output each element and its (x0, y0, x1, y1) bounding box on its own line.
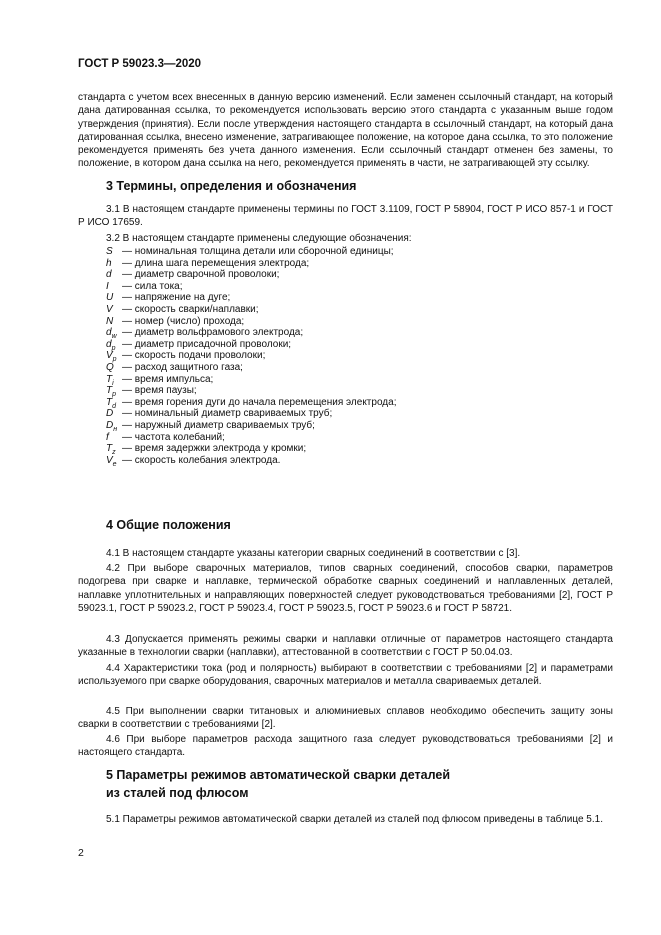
symbol-description: — время импульса; (122, 373, 214, 385)
symbol-item (106, 304, 396, 316)
symbol-item (106, 316, 396, 328)
paragraph-4-5: 4.5 При выполнении сварки титановых и алюминиевых сплавов необходимо обеспечить защиту зоны сварки в соответствии с требованиями [2]. (78, 706, 613, 731)
section-5-heading-line2: из сталей под флюсом (106, 786, 249, 800)
symbol-item (106, 327, 396, 339)
symbol-item (106, 374, 396, 386)
symbol: I (106, 280, 109, 292)
paragraph-3-2: 3.2 В настоящем стандарте применены следующие обозначения: (106, 233, 412, 244)
symbol: $T_z$ (106, 443, 116, 457)
symbol-description: — скорость колебания электрода. (122, 454, 281, 466)
symbol-description: — длина шага перемещения электрода; (122, 257, 310, 269)
symbol-description: — скорость сварки/наплавки; (122, 303, 259, 315)
paragraph-3-1: 3.1 В настоящем стандарте применены термины по ГОСТ 3.1109, ГОСТ Р 58904, ГОСТ Р ИСО 857-1 и ГОСТ Р ИСО 17659. (78, 204, 613, 229)
symbol-description: — диаметр сварочной проволоки; (122, 269, 280, 281)
symbol-item (106, 269, 396, 281)
symbol-item (106, 408, 396, 420)
symbol: $V_p$ (106, 350, 117, 364)
symbol: $D_н$ (106, 419, 118, 433)
symbol: D (106, 408, 114, 420)
document-header: ГОСТ Р 59023.3—2020 (78, 58, 202, 70)
symbol-description: — диаметр вольфрамового электрода; (122, 327, 304, 339)
symbol: h (106, 257, 112, 269)
symbol: $T_i$ (106, 373, 114, 387)
symbol-description: — номер (число) прохода; (122, 315, 245, 327)
symbol: f (106, 431, 109, 443)
paragraph-5-1: 5.1 Параметры режимов автоматической сварки деталей из сталей под флюсом приведены в таблице 5.1. (106, 814, 603, 825)
symbol-item (106, 281, 396, 293)
section-3-heading: 3 Термины, определения и обозначения (106, 179, 357, 193)
symbol: N (106, 315, 114, 327)
paragraph-4-6: 4.6 При выборе параметров расхода защитного газа следует руководствоваться требованиями [2] и настоящего стандарта. (78, 734, 613, 759)
paragraph-4-4: 4.4 Характеристики тока (род и полярность) выбирают в соответствии с требованиями [2] и параметрами используемого при сварке оборудования, сварочных материалов и металла свариваемых деталей. (78, 663, 613, 688)
symbol-description: — время задержки электрода у кромки; (122, 443, 307, 455)
symbol-description: — время паузы; (122, 385, 197, 397)
symbol-item (106, 385, 396, 397)
paragraph-4-2: 4.2 При выборе сварочных материалов, типов сварных соединений, способов сварки, параметров подогрева при сварке и наплавке, термической обработке сварных соединений и наплавленных деталей, наплавке уплотнительных и направляющих поверхностей следует руководствоваться требованиями [2], ГОСТ Р 59023.1, ГОСТ Р 59023.2, ГОСТ Р 59023.4, ГОСТ Р 59023.5, ГОСТ Р 59023.6 и ГОСТ Р 58721. (78, 563, 613, 614)
symbol-description: — время горения дуги до начала перемещения электрода; (122, 396, 397, 408)
symbol-description: — частота колебаний; (122, 431, 225, 443)
symbol: $d_p$ (106, 338, 116, 352)
symbol-item (106, 455, 396, 467)
symbol-description: — номинальная толщина детали или сборочной единицы; (122, 246, 394, 257)
symbol: $V_e$ (106, 454, 117, 468)
symbol-description: — расход защитного газа; (122, 361, 243, 373)
paragraph-4-1: 4.1 В настоящем стандарте указаны категории сварных соединений в соответствии с [3]. (106, 548, 521, 559)
symbol-description: — наружный диаметр свариваемых труб; (122, 419, 315, 431)
symbol-item (106, 443, 396, 455)
symbol-item (106, 339, 396, 351)
symbol: $d_w$ (106, 327, 117, 341)
symbol: V (106, 303, 113, 315)
symbol-item (106, 292, 396, 304)
symbol-item (106, 432, 396, 444)
symbol-description: — диаметр присадочной проволоки; (122, 338, 292, 350)
symbol-item (106, 362, 396, 374)
symbol-item (106, 397, 396, 409)
symbol-description: — скорость подачи проволоки; (122, 350, 266, 362)
symbol: U (106, 292, 114, 304)
symbol: $T_p$ (106, 385, 117, 399)
paragraph-4-3: 4.3 Допускается применять режимы сварки и наплавки отличные от параметров настоящего стандарта указанные в технологии сварки (наплавки), аттестованной в соответствии с ГОСТ Р 50.04.03. (78, 634, 613, 659)
symbols-list (106, 246, 396, 466)
symbol: $T_d$ (106, 396, 117, 410)
intro-paragraph: стандарта с учетом всех внесенных в данную версию изменений. Если заменен ссылочный стандарт, на который дана датированная ссылка, то рекомендуется использовать версию этого стандарта с указанным выше годом утверждения (принятия). Если после утверждения настоящего стандарта в ссылочный стандарт, на который дана датированная ссылка, внесено изменение, затрагивающее положение, на которое дана ссылка, то это положение рекомендуется применять без учета данного изменения. Если ссылочный стандарт отменен без замены, то положение, в котором дана ссылка на него, рекомендуется применять в части, не затрагивающей эту ссылку. (78, 92, 613, 170)
symbol: Q (106, 361, 114, 373)
symbol: d (106, 269, 112, 281)
symbol-description: — напряжение на дуге; (122, 292, 231, 304)
symbol-description: — номинальный диаметр свариваемых труб; (122, 408, 333, 420)
symbol: S (106, 246, 113, 257)
symbol-item (106, 350, 396, 362)
section-4-heading: 4 Общие положения (106, 518, 231, 532)
section-5-heading-line1: 5 Параметры режимов автоматической сварки деталей (106, 768, 451, 782)
page-number: 2 (78, 847, 84, 859)
symbol-item (106, 258, 396, 270)
symbol-description: — сила тока; (122, 280, 183, 292)
symbol-item (106, 420, 396, 432)
symbol-item (106, 246, 396, 258)
